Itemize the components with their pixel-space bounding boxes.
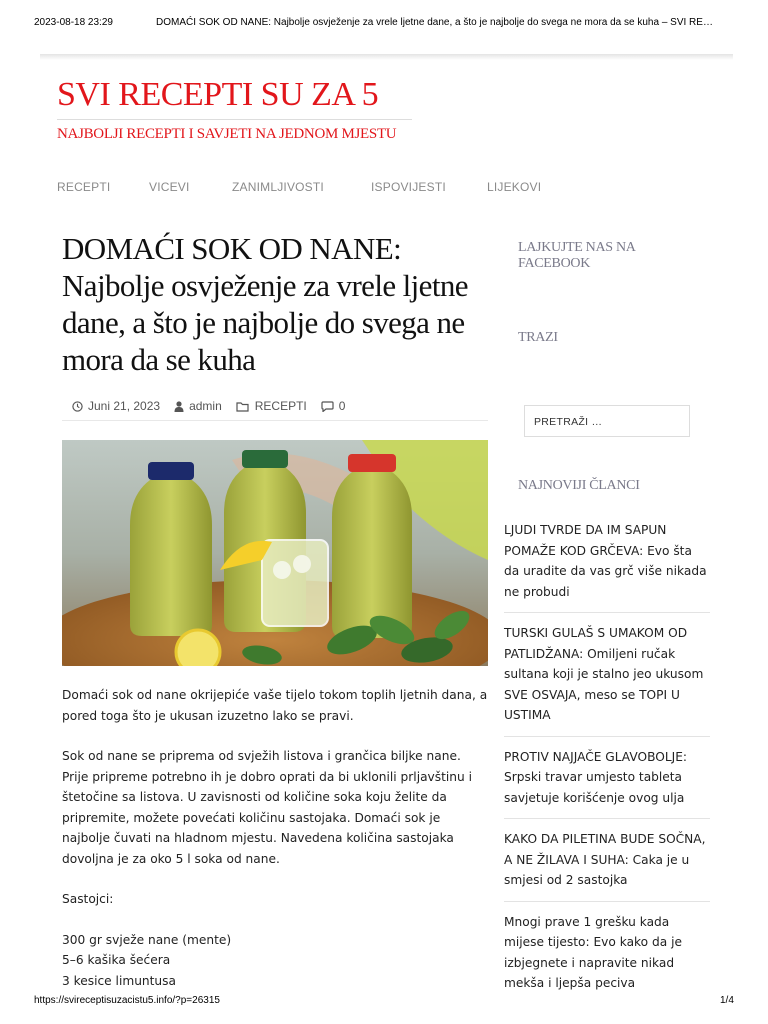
nav-item-vicevi[interactable]: VICEVI — [149, 180, 190, 194]
ingredient-item: 3 kesice limuntusa — [62, 973, 176, 988]
meta-author-text: admin — [189, 399, 222, 413]
recent-post-link[interactable]: TURSKI GULAŠ S UMAKOM OD PATLIDŽANA: Omiljeni ručak sultana koji je stalno jeo ukusom SVE OSVAJA, meso se TOPI U USTIMA — [504, 623, 710, 737]
print-footer — [0, 992, 768, 1012]
print-timestamp: 2023-08-18 23:29 — [34, 17, 113, 28]
print-page-number: 1/4 — [720, 995, 734, 1006]
print-url: https://svireceptisuzacistu5.info/?p=26315 — [34, 995, 220, 1006]
recent-posts-list — [504, 520, 710, 1014]
print-header — [0, 0, 768, 40]
article-title: DOMAĆI SOK OD NANE: Najbolje osvježenje za vrele ljetne dane, a što je najbolje do svega ne mora da se kuha — [62, 231, 468, 377]
recent-post-link[interactable]: LJUDI TVRDE DA IM SAPUN POMAŽE KOD GRČEVA: Evo šta da uradite da vas grč više nikada ne probudi — [504, 520, 710, 613]
meta-divider — [62, 420, 488, 421]
folder-icon — [236, 401, 250, 412]
recent-posts-title: NAJNOVIJI ČLANCI — [518, 478, 640, 493]
site-tagline: NAJBOLJI RECEPTI I SAVJETI NA JEDNOM MJESTU — [57, 126, 397, 142]
header-divider — [40, 54, 733, 60]
nav-item-zanimljivosti[interactable]: ZANIMLJIVOSTI — [232, 180, 324, 194]
facebook-widget-title: LAJKUJTE NAS NA FACEBOOK — [518, 240, 635, 271]
meta-date-text: Juni 21, 2023 — [88, 399, 161, 413]
user-icon — [174, 401, 184, 412]
article-meta — [72, 399, 359, 413]
nav-item-lijekovi[interactable]: LIJEKOVI — [487, 180, 542, 194]
meta-category-text: RECEPTI — [254, 399, 307, 413]
recent-post-link[interactable]: PROTIV NAJJAČE GLAVOBOLJE: Srpski travar umjesto tableta savjetuje korišćenje ovog ulja — [504, 747, 710, 820]
ingredient-item: 5–6 kašika šećera — [62, 953, 171, 967]
site-title[interactable]: SVI RECEPTI SU ZA 5 — [57, 76, 379, 113]
print-page-title: DOMAĆI SOK OD NANE: Najbolje osvježenje za vrele ljetne dane, a što je najbolje do svega ne mora da se kuha – SVI RE… — [156, 17, 713, 28]
meta-date[interactable] — [72, 399, 160, 413]
nav-item-ispovijesti[interactable]: ISPOVIJESTI — [371, 180, 446, 194]
meta-category[interactable] — [236, 399, 307, 413]
recent-post-link[interactable]: KAKO DA PILETINA BUDE SOČNA, A NE ŽILAVA I SUHA: Caka je u smjesi od 2 sastojka — [504, 829, 710, 902]
article-content — [62, 685, 490, 991]
title-divider — [57, 119, 412, 120]
recent-post-link[interactable]: Mnogi prave 1 grešku kada mijese tijesto: Evo kako da je izbjegnete i napravite nikad mekša i ljepša peciva — [504, 914, 682, 990]
main-nav — [57, 180, 557, 194]
meta-comments-count: 0 — [338, 399, 346, 413]
article-paragraph-2: Sok od nane se priprema od svježih listova i grančica biljke nane. Prije pripreme potrebno ih je dobro oprati da bi uklonili prljavštinu i štetočine sa listova. U zavisnosti od količine soka koju želite da pripremite, možete povećati količinu sastojaka. Domaći sok je najbolje čuvati na hladnom mjestu. Navedena količina sastojaka dovoljna je za oko 5 l soka od nane. — [62, 749, 472, 866]
comment-icon — [321, 401, 334, 412]
search-input[interactable]: PRETRAŽI … — [524, 405, 690, 437]
meta-comments[interactable] — [321, 399, 346, 413]
article-hero-image — [62, 440, 488, 666]
search-widget-title: TRAZI — [518, 330, 558, 345]
clock-icon — [72, 401, 83, 412]
ingredients-heading: Sastojci: — [62, 892, 114, 906]
article-paragraph-1: Domaći sok od nane okrijepiće vaše tijelo tokom toplih ljetnih dana, a pored toga što je ukusan izuzetno lako se pravi. — [62, 688, 488, 723]
nav-item-recepti[interactable]: RECEPTI — [57, 180, 111, 194]
meta-author[interactable] — [174, 399, 222, 413]
ingredient-item: 300 gr svježe nane (mente) — [62, 932, 232, 947]
